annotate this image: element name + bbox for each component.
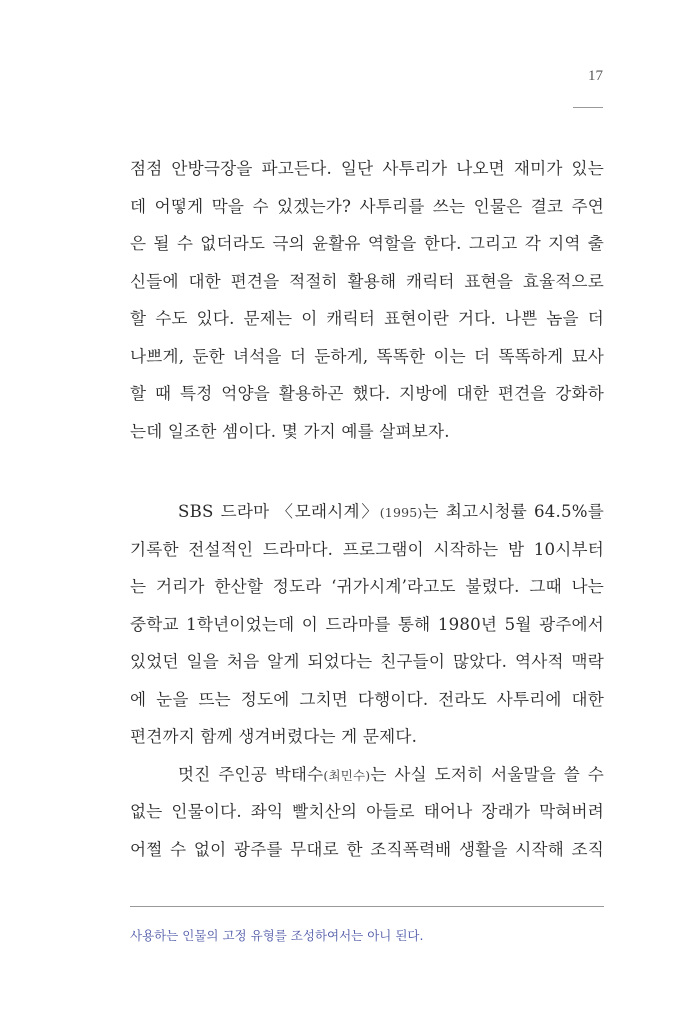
- text-line: 신들에 대한 편견을 적절히 활용해 캐릭터 표현을 효율적으로: [130, 271, 604, 291]
- text-line: 중학교 1학년이었는데 이 드라마를 통해 1980년 5월 광주에서: [130, 614, 604, 634]
- actor-name: (최민수): [323, 767, 371, 783]
- text-line: [130, 493, 604, 531]
- text-line: 기록한 전설적인 드라마다. 프로그램이 시작하는 밤 10시부터: [130, 539, 604, 559]
- text-line: 할 수도 있다. 문제는 이 캐릭터 표현이란 거다. 나쁜 놈을 더: [130, 309, 604, 328]
- text-line: 는 거리가 한산할 정도라 ‘귀가시계’라고도 불렸다. 그때 나는: [130, 577, 604, 596]
- text-line: 나쁘게, 둔한 녀석을 더 둔하게, 똑똑한 이는 더 똑똑하게 묘사: [130, 346, 604, 366]
- text-line: [130, 756, 604, 794]
- broadcast-year: (1995): [379, 505, 423, 520]
- footnote: 사용하는 인물의 고정 유형를 조성하여서는 아니 된다.: [130, 928, 424, 943]
- text-line: 있었던 일을 처음 알게 되었다는 친구들이 많았다. 역사적 맥락: [130, 652, 604, 671]
- text-line: 없는 인물이다. 좌익 빨치산의 아들로 태어나 장래가 막혀버려: [130, 802, 604, 821]
- text-line: 편견까지 함께 생겨버렸다는 게 문제다.: [130, 727, 418, 746]
- footnote-divider: [130, 906, 604, 907]
- text-segment: SBS 드라마 〈모래시계〉: [178, 502, 380, 521]
- text-line: 에 눈을 뜨는 정도에 그치면 다행이다. 전라도 사투리에 대한: [130, 689, 604, 709]
- text-line: 점점 안방극장을 파고든다. 일단 사투리가 나오면 재미가 있는: [130, 159, 604, 178]
- text-line: 어쩔 수 없이 광주를 무대로 한 조직폭력배 생활을 시작해 조직: [130, 839, 604, 859]
- text-segment: 는 최고시청률 64.5%를: [422, 502, 604, 521]
- paragraph-gap: [130, 450, 604, 493]
- text-segment: 는 사실 도저히 서울말을 쓸 수: [370, 764, 604, 784]
- page-number-rule: [573, 107, 603, 108]
- text-line: 할 때 특정 억양을 활용하곤 했다. 지방에 대한 편견을 강화하: [130, 384, 604, 403]
- body-text: [130, 150, 604, 868]
- text-line: 은 될 수 없더라도 극의 윤활유 역할을 한다. 그리고 각 지역 출: [130, 234, 604, 253]
- text-segment: 멋진 주인공 박태수: [178, 764, 324, 784]
- text-line: 데 어떻게 막을 수 있겠는가? 사투리를 쓰는 인물은 결코 주연: [130, 196, 604, 216]
- page-number: 17: [588, 68, 603, 84]
- text-line: 는데 일조한 셈이다. 몇 가지 예를 살펴보자.: [130, 421, 450, 441]
